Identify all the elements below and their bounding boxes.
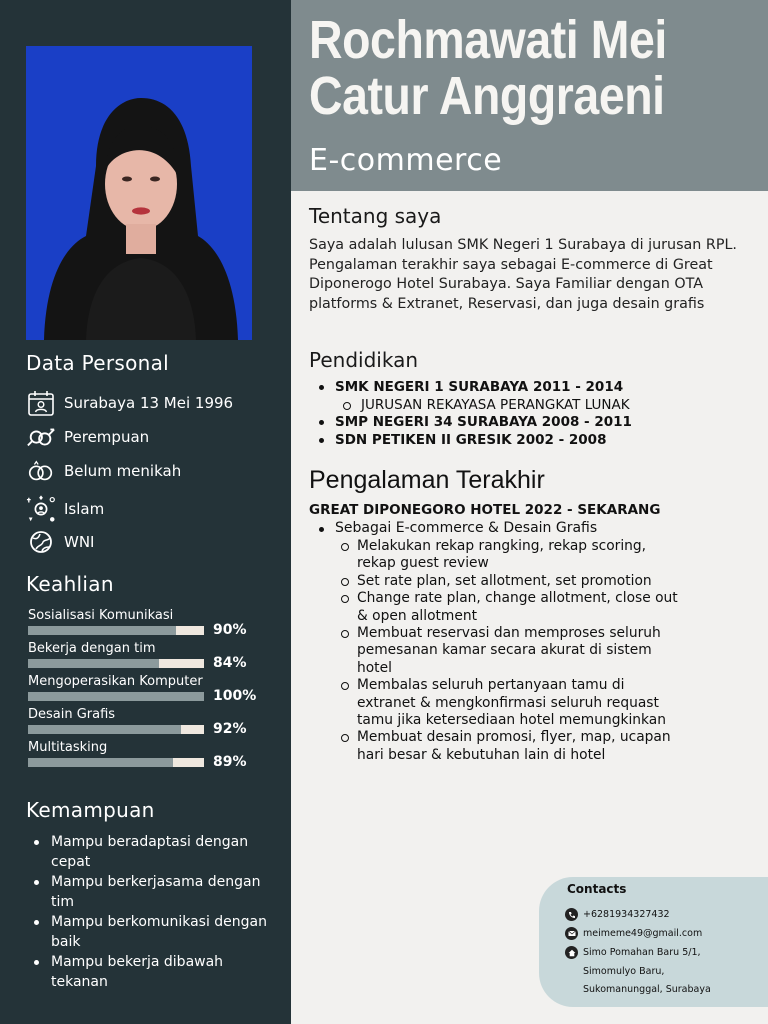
ability-item: Mampu berkerjasama dengan tim bbox=[32, 872, 282, 912]
skills-heading: Keahlian bbox=[26, 572, 114, 596]
profile-photo bbox=[26, 46, 252, 340]
personal-religion-text: Islam bbox=[64, 500, 105, 518]
skill-item bbox=[28, 674, 258, 704]
personal-marital-text: Belum menikah bbox=[64, 462, 182, 480]
personal-nationality-text: WNI bbox=[64, 533, 95, 551]
experience-task: Change rate plan, change allotment, close out & open allotment bbox=[340, 590, 685, 625]
sidebar bbox=[0, 0, 291, 1024]
skill-label: Mengoperasikan Komputer bbox=[28, 674, 203, 689]
skill-bar-fill bbox=[28, 626, 176, 635]
contact-phone-text[interactable]: +6281934327432 bbox=[583, 909, 670, 920]
personal-nationality bbox=[26, 529, 94, 555]
name-line-1: Rochmawati Mei bbox=[309, 10, 667, 70]
personal-data-heading: Data Personal bbox=[26, 351, 170, 375]
skill-bar-fill bbox=[28, 692, 204, 701]
education-item: SDN PETIKEN II GRESIK 2002 - 2008 bbox=[318, 432, 748, 450]
ability-item: Mampu bekerja dibawah tekanan bbox=[32, 952, 282, 992]
about-text: Saya adalah lulusan SMK Negeri 1 Surabaya di jurusan RPL. Pengalaman terakhir saya sebagai E-commerce di Great Diponerogo Hotel Surabaya. Saya Familiar dengan OTA platforms & Extranet, Reservasi, dan juga desain grafis bbox=[309, 237, 737, 312]
ability-item: Mampu beradaptasi dengan cepat bbox=[32, 832, 282, 872]
experience-task: Membuat reservasi dan memproses seluruh pemesanan kamar secara akurat di sistem hotel bbox=[340, 625, 685, 677]
education-item: SMK NEGERI 1 SURABAYA 2011 - 2014 bbox=[318, 379, 748, 397]
contact-email bbox=[565, 927, 702, 940]
skill-bar bbox=[28, 626, 204, 635]
skill-item bbox=[28, 740, 258, 770]
experience-role: Sebagai E-commerce & Desain Grafis bbox=[318, 520, 597, 536]
education-heading: Pendidikan bbox=[309, 348, 418, 372]
contact-address-line-2: Simomulyo Baru, bbox=[583, 966, 665, 977]
abilities-heading: Kemampuan bbox=[26, 798, 155, 822]
contact-address-line-1: Simo Pomahan Baru 5/1, bbox=[583, 947, 701, 958]
skill-bar-remainder bbox=[173, 758, 204, 767]
skill-bar-remainder bbox=[181, 725, 204, 734]
header bbox=[291, 0, 768, 191]
skill-percent: 90% bbox=[213, 622, 247, 638]
email-icon bbox=[565, 927, 578, 940]
skill-bar bbox=[28, 758, 204, 767]
about-heading: Tentang saya bbox=[309, 204, 442, 228]
skill-percent: 89% bbox=[213, 754, 247, 770]
globe-icon bbox=[26, 529, 56, 555]
skill-bar bbox=[28, 725, 204, 734]
skill-bar-remainder bbox=[176, 626, 204, 635]
contact-address bbox=[565, 946, 701, 959]
home-icon bbox=[565, 946, 578, 959]
experience-company: GREAT DIPONEGORO HOTEL 2022 - SEKARANG bbox=[309, 502, 661, 518]
skill-label: Desain Grafis bbox=[28, 707, 116, 722]
contacts-heading: Contacts bbox=[567, 882, 627, 896]
religion-icon bbox=[26, 496, 56, 522]
name-line-2: Catur Anggraeni bbox=[309, 66, 665, 126]
personal-gender bbox=[26, 424, 149, 450]
skill-label: Multitasking bbox=[28, 740, 108, 755]
skill-bar-fill bbox=[28, 659, 159, 668]
job-title: E-commerce bbox=[309, 143, 503, 178]
full-name bbox=[309, 12, 696, 124]
skill-bar-fill bbox=[28, 758, 173, 767]
skill-bar-remainder bbox=[159, 659, 204, 668]
personal-gender-text: Perempuan bbox=[64, 428, 150, 446]
calendar-person-icon bbox=[26, 390, 56, 416]
education-subitem: JURUSAN REKAYASA PERANGKAT LUNAK bbox=[318, 397, 748, 415]
experience-task: Melakukan rekap rangking, rekap scoring, rekap guest review bbox=[340, 538, 685, 573]
skill-item bbox=[28, 608, 258, 638]
rings-icon bbox=[26, 458, 56, 484]
skill-bar-fill bbox=[28, 725, 181, 734]
personal-religion bbox=[26, 496, 104, 522]
skill-item bbox=[28, 707, 258, 737]
personal-birth-text: Surabaya 13 Mei 1996 bbox=[64, 394, 234, 412]
contact-phone bbox=[565, 908, 670, 921]
experience-task: Set rate plan, set allotment, set promotion bbox=[340, 573, 685, 590]
skill-label: Sosialisasi Komunikasi bbox=[28, 608, 174, 623]
skill-label: Bekerja dengan tim bbox=[28, 641, 156, 656]
ability-item: Mampu berkomunikasi dengan baik bbox=[32, 912, 282, 952]
skill-percent: 92% bbox=[213, 721, 247, 737]
skill-percent: 100% bbox=[213, 688, 257, 704]
education-list bbox=[318, 379, 748, 449]
education-item: SMP NEGERI 34 SURABAYA 2008 - 2011 bbox=[318, 414, 748, 432]
experience-task: Membuat desain promosi, flyer, map, ucapan hari besar & kebutuhan lain di hotel bbox=[340, 729, 685, 764]
personal-birth bbox=[26, 390, 233, 416]
contact-email-text[interactable]: meimeme49@gmail.com bbox=[583, 928, 703, 939]
skill-bar bbox=[28, 659, 204, 668]
experience-heading: Pengalaman Terakhir bbox=[309, 466, 545, 494]
skill-bar bbox=[28, 692, 204, 701]
contacts-panel bbox=[539, 877, 768, 1007]
abilities-list bbox=[32, 832, 282, 992]
contact-address-line-3: Sukomanunggal, Surabaya bbox=[583, 984, 711, 995]
experience-task: Membalas seluruh pertanyaan tamu di extranet & mengkonfirmasi seluruh requast tamu jika ketersediaan hotel memungkinkan bbox=[340, 677, 685, 729]
experience-tasks bbox=[340, 538, 685, 764]
phone-icon bbox=[565, 908, 578, 921]
personal-marital bbox=[26, 458, 181, 484]
gender-icon bbox=[26, 424, 56, 450]
skill-item bbox=[28, 641, 258, 671]
skill-percent: 84% bbox=[213, 655, 247, 671]
